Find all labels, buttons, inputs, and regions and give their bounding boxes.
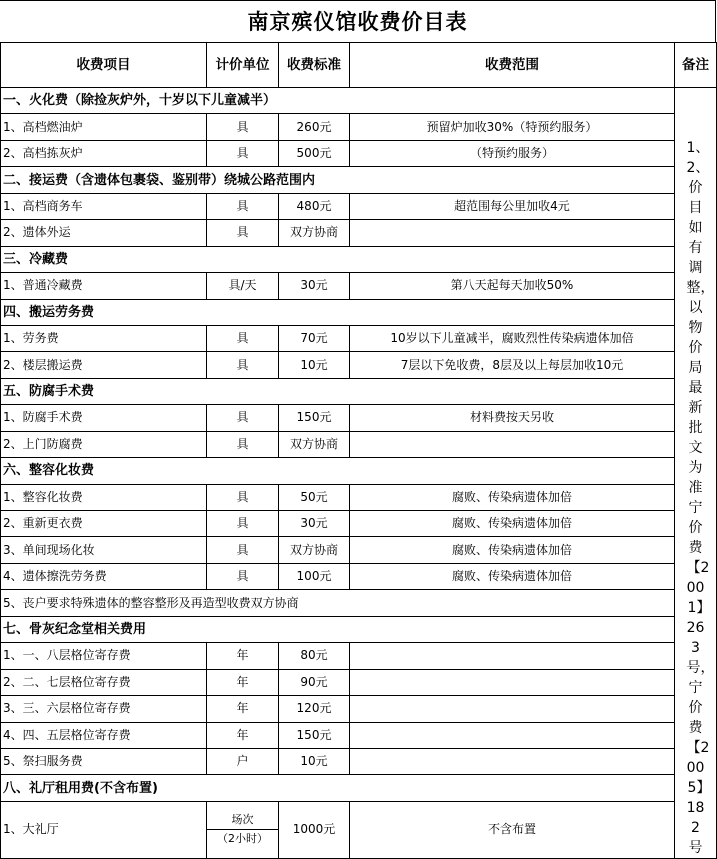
section-title: 一、火化费（除捡灰炉外，十岁以下儿童减半） bbox=[1, 88, 675, 114]
section-row bbox=[1, 775, 717, 801]
item-cell: 2、上门防腐费 bbox=[1, 431, 207, 457]
table-row bbox=[1, 748, 717, 774]
section-row bbox=[1, 616, 717, 642]
scope-cell: 腐败、传染病遗体加倍 bbox=[350, 511, 675, 537]
standard-cell: 150元 bbox=[279, 405, 350, 431]
standard-cell: 150元 bbox=[279, 722, 350, 748]
scope-cell: 腐败、传染病遗体加倍 bbox=[350, 537, 675, 563]
standard-cell: 70元 bbox=[279, 325, 350, 351]
item-cell: 1、劳务费 bbox=[1, 325, 207, 351]
header-standard: 收费标准 bbox=[279, 43, 350, 88]
section-title: 五、防腐手术费 bbox=[1, 378, 675, 404]
remark-cell bbox=[675, 88, 717, 859]
remark-text: 1、2、价目如有调整，以物价局最新批文为准宁价费【2001】263号，宁价费【2005】182号 bbox=[686, 140, 715, 856]
header-row bbox=[1, 43, 717, 88]
header-scope: 收费范围 bbox=[350, 43, 675, 88]
scope-cell: 7层以下免收费，8层及以上每层加收10元 bbox=[350, 352, 675, 378]
item-cell-wide: 5、丧户要求特殊遗体的整容整形及再造型收费双方协商 bbox=[1, 590, 675, 616]
table-row bbox=[1, 220, 717, 246]
unit-cell: 具 bbox=[207, 352, 279, 378]
unit-cell: 年 bbox=[207, 722, 279, 748]
unit-top: 场次 bbox=[231, 813, 254, 827]
scope-cell bbox=[350, 669, 675, 695]
standard-cell: 双方协商 bbox=[279, 220, 350, 246]
item-cell: 1、整容化妆费 bbox=[1, 484, 207, 510]
unit-cell: 具 bbox=[207, 511, 279, 537]
table-row bbox=[1, 193, 717, 219]
section-title: 三、冷藏费 bbox=[1, 246, 675, 272]
header-item: 收费项目 bbox=[1, 43, 207, 88]
section-title: 七、骨灰纪念堂相关费用 bbox=[1, 616, 675, 642]
item-cell: 2、楼层搬运费 bbox=[1, 352, 207, 378]
scope-cell: 腐败、传染病遗体加倍 bbox=[350, 563, 675, 589]
scope-cell bbox=[350, 431, 675, 457]
scope-cell: 预留炉加收30%（特预约服务） bbox=[350, 114, 675, 140]
item-cell: 1、大礼厅 bbox=[1, 801, 207, 858]
section-row bbox=[1, 167, 717, 193]
standard-cell: 480元 bbox=[279, 193, 350, 219]
scope-cell bbox=[350, 220, 675, 246]
section-row bbox=[1, 246, 717, 272]
item-cell: 2、二、七层格位寄存费 bbox=[1, 669, 207, 695]
standard-cell: 30元 bbox=[279, 273, 350, 299]
unit-cell: 年 bbox=[207, 643, 279, 669]
item-cell: 2、遗体外运 bbox=[1, 220, 207, 246]
scope-cell: 腐败、传染病遗体加倍 bbox=[350, 484, 675, 510]
section-title: 八、礼厅租用费(不含布置) bbox=[1, 775, 675, 801]
standard-cell: 120元 bbox=[279, 696, 350, 722]
section-title: 六、整容化妆费 bbox=[1, 458, 675, 484]
item-cell: 1、一、八层格位寄存费 bbox=[1, 643, 207, 669]
unit-cell: 具 bbox=[207, 325, 279, 351]
table-row bbox=[1, 484, 717, 510]
table-row bbox=[1, 114, 717, 140]
standard-cell: 10元 bbox=[279, 352, 350, 378]
table-row bbox=[1, 352, 717, 378]
item-cell: 1、普通冷藏费 bbox=[1, 273, 207, 299]
scope-cell bbox=[350, 748, 675, 774]
section-row bbox=[1, 458, 717, 484]
table-row bbox=[1, 431, 717, 457]
item-cell: 4、四、五层格位寄存费 bbox=[1, 722, 207, 748]
table-row bbox=[1, 405, 717, 431]
standard-cell: 80元 bbox=[279, 643, 350, 669]
standard-cell: 10元 bbox=[279, 748, 350, 774]
unit-cell bbox=[207, 801, 279, 858]
item-cell: 1、防腐手术费 bbox=[1, 405, 207, 431]
table-row bbox=[1, 140, 717, 166]
standard-cell: 260元 bbox=[279, 114, 350, 140]
table-row bbox=[1, 273, 717, 299]
unit-cell: 具 bbox=[207, 431, 279, 457]
item-cell: 5、祭扫服务费 bbox=[1, 748, 207, 774]
page-title: 南京殡仪馆收费价目表 bbox=[0, 0, 716, 42]
unit-bottom: （2小时） bbox=[207, 829, 278, 848]
standard-cell: 双方协商 bbox=[279, 537, 350, 563]
table-row bbox=[1, 722, 717, 748]
section-title: 二、接运费（含遗体包裹袋、鉴别带）绕城公路范围内 bbox=[1, 167, 675, 193]
price-table bbox=[0, 42, 717, 859]
standard-cell: 1000元 bbox=[279, 801, 350, 858]
unit-cell: 具 bbox=[207, 484, 279, 510]
standard-cell: 100元 bbox=[279, 563, 350, 589]
standard-cell: 双方协商 bbox=[279, 431, 350, 457]
scope-cell: 10岁以下儿童减半，腐败烈性传染病遗体加倍 bbox=[350, 325, 675, 351]
scope-cell: 材料费按天另收 bbox=[350, 405, 675, 431]
table-row bbox=[1, 511, 717, 537]
scope-cell bbox=[350, 696, 675, 722]
unit-cell: 具 bbox=[207, 563, 279, 589]
unit-cell: 具 bbox=[207, 220, 279, 246]
unit-cell: 年 bbox=[207, 669, 279, 695]
unit-cell: 具 bbox=[207, 140, 279, 166]
scope-cell: 第八天起每天加收50% bbox=[350, 273, 675, 299]
table-row bbox=[1, 643, 717, 669]
item-cell: 1、高档商务车 bbox=[1, 193, 207, 219]
standard-cell: 50元 bbox=[279, 484, 350, 510]
scope-cell bbox=[350, 722, 675, 748]
table-row bbox=[1, 537, 717, 563]
section-row bbox=[1, 88, 717, 114]
item-cell: 3、单间现场化妆 bbox=[1, 537, 207, 563]
standard-cell: 90元 bbox=[279, 669, 350, 695]
scope-cell: （特预约服务） bbox=[350, 140, 675, 166]
unit-cell: 年 bbox=[207, 696, 279, 722]
unit-cell: 具 bbox=[207, 405, 279, 431]
scope-cell: 超范围每公里加收4元 bbox=[350, 193, 675, 219]
unit-cell: 具 bbox=[207, 114, 279, 140]
item-cell: 4、遗体擦洗劳务费 bbox=[1, 563, 207, 589]
item-cell: 1、高档燃油炉 bbox=[1, 114, 207, 140]
section-row bbox=[1, 299, 717, 325]
table-row bbox=[1, 325, 717, 351]
table-row bbox=[1, 696, 717, 722]
section-title: 四、搬运劳务费 bbox=[1, 299, 675, 325]
table-row bbox=[1, 590, 717, 616]
item-cell: 2、重新更衣费 bbox=[1, 511, 207, 537]
table-row bbox=[1, 563, 717, 589]
header-unit: 计价单位 bbox=[207, 43, 279, 88]
unit-cell: 具/天 bbox=[207, 273, 279, 299]
standard-cell: 500元 bbox=[279, 140, 350, 166]
table-row bbox=[1, 801, 717, 858]
unit-cell: 具 bbox=[207, 537, 279, 563]
unit-cell: 具 bbox=[207, 193, 279, 219]
header-remark: 备注 bbox=[675, 43, 717, 88]
standard-cell: 30元 bbox=[279, 511, 350, 537]
scope-cell bbox=[350, 643, 675, 669]
unit-cell: 户 bbox=[207, 748, 279, 774]
scope-cell: 不含布置 bbox=[350, 801, 675, 858]
item-cell: 3、三、六层格位寄存费 bbox=[1, 696, 207, 722]
item-cell: 2、高档拣灰炉 bbox=[1, 140, 207, 166]
section-row bbox=[1, 378, 717, 404]
table-row bbox=[1, 669, 717, 695]
